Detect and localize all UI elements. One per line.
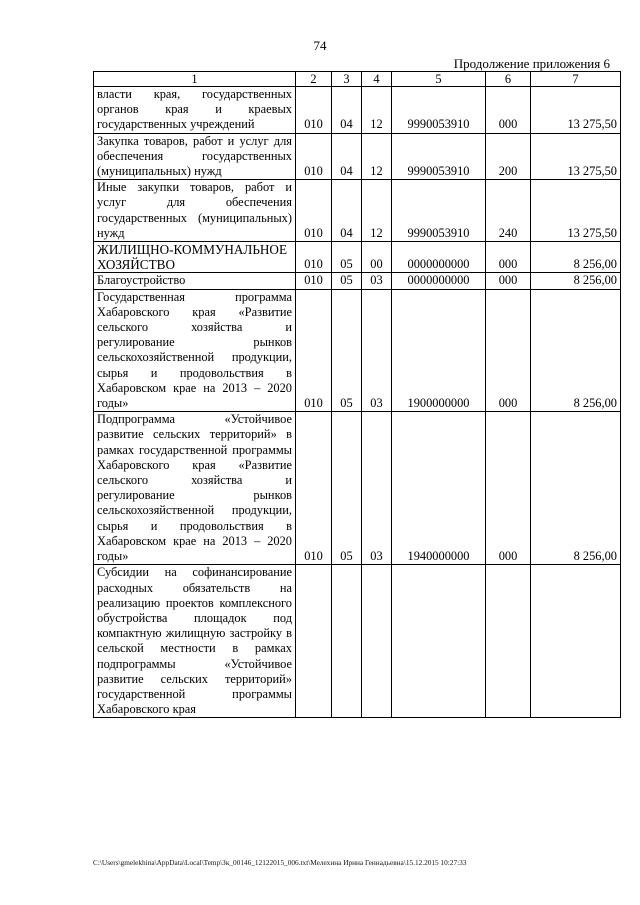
budget-table xyxy=(93,71,621,718)
cell-c3: 05 xyxy=(332,289,362,412)
cell-c3: 04 xyxy=(332,133,362,180)
table-row xyxy=(94,565,621,718)
cell-c4: 12 xyxy=(362,133,392,180)
col-header: 5 xyxy=(392,72,486,87)
cell-c4: 03 xyxy=(362,273,392,289)
cell-c3: 04 xyxy=(332,180,362,242)
cell-c7: 13 275,50 xyxy=(531,133,621,180)
row-name: Подпрограмма «Устойчивое развитие сельских территорий» в рамках государственной программы Хабаровского края «Развитие сельского хозяйства и регулирование рынков сельскохозяйственной продукции, сырья и продовольствия в Хабаровском крае на 2013 – 2020 годы» xyxy=(94,412,296,565)
table-row xyxy=(94,289,621,412)
cell-c7: 13 275,50 xyxy=(531,87,621,134)
cell-c5: 1900000000 xyxy=(392,289,486,412)
cell-c2 xyxy=(296,565,332,718)
cell-c2: 010 xyxy=(296,133,332,180)
cell-c7: 8 256,00 xyxy=(531,289,621,412)
cell-c7: 8 256,00 xyxy=(531,412,621,565)
cell-c3: 05 xyxy=(332,273,362,289)
table-row xyxy=(94,273,621,289)
col-header: 4 xyxy=(362,72,392,87)
table-row xyxy=(94,133,621,180)
row-name: Государственная программа Хабаровского края «Развитие сельского хозяйства и регулирование рынков сельскохозяйственной продукции, сырья и продовольствия в Хабаровском крае на 2013 – 2020 годы» xyxy=(94,289,296,412)
cell-c6: 000 xyxy=(486,242,531,273)
row-name: Благоустройство xyxy=(94,273,296,289)
cell-c5: 1940000000 xyxy=(392,412,486,565)
cell-c4: 00 xyxy=(362,242,392,273)
col-header: 1 xyxy=(94,72,296,87)
cell-c5: 9990053910 xyxy=(392,180,486,242)
cell-c7 xyxy=(531,565,621,718)
cell-c4 xyxy=(362,565,392,718)
cell-c5: 9990053910 xyxy=(392,87,486,134)
cell-c7: 8 256,00 xyxy=(531,273,621,289)
row-name: Иные закупки товаров, работ и услуг для обеспечения государственных (муниципальных) нужд xyxy=(94,180,296,242)
cell-c4: 03 xyxy=(362,412,392,565)
cell-c2: 010 xyxy=(296,180,332,242)
table-row xyxy=(94,180,621,242)
col-header: 2 xyxy=(296,72,332,87)
col-header: 7 xyxy=(531,72,621,87)
table-row xyxy=(94,87,621,134)
cell-c3: 05 xyxy=(332,242,362,273)
page-number: 74 xyxy=(313,38,327,53)
cell-c4: 12 xyxy=(362,180,392,242)
row-name: власти края, государственных органов края и краевых государственных учреждений xyxy=(94,87,296,134)
cell-c6: 000 xyxy=(486,273,531,289)
table-row xyxy=(94,412,621,565)
cell-c6: 000 xyxy=(486,412,531,565)
cell-c6: 200 xyxy=(486,133,531,180)
cell-c3: 04 xyxy=(332,87,362,134)
header-row xyxy=(94,72,621,87)
row-name: Закупка товаров, работ и услуг для обеспечения государственных (муниципальных) нужд xyxy=(94,133,296,180)
cell-c2: 010 xyxy=(296,242,332,273)
cell-c5: 0000000000 xyxy=(392,273,486,289)
cell-c6: 000 xyxy=(486,87,531,134)
col-header: 6 xyxy=(486,72,531,87)
cell-c5: 0000000000 xyxy=(392,242,486,273)
cell-c2: 010 xyxy=(296,273,332,289)
cell-c2: 010 xyxy=(296,289,332,412)
continuation-label: Продолжение приложения 6 xyxy=(453,56,610,71)
cell-c3 xyxy=(332,565,362,718)
cell-c5: 9990053910 xyxy=(392,133,486,180)
cell-c3: 05 xyxy=(332,412,362,565)
row-name: ЖИЛИЩНО-КОММУНАЛЬНОЕ ХОЗЯЙСТВО xyxy=(94,242,296,273)
cell-c6: 000 xyxy=(486,289,531,412)
cell-c5 xyxy=(392,565,486,718)
file-path-footer: C:\Users\gmelekhina\AppData\Local\Temp\Зк_00146_12122015_006.txt\Мелехина Ирина Геннадьевна\15.12.2015 10:27:33 xyxy=(93,858,467,867)
row-name: Субсидии на софинансирование расходных обязательств на реализацию проектов комплексного обустройства площадок под компактную жилищную застройку в сельской местности в рамках подпрограммы «Устойчивое развитие сельских территорий» государственной программы Хабаровского края xyxy=(94,565,296,718)
cell-c4: 12 xyxy=(362,87,392,134)
col-header: 3 xyxy=(332,72,362,87)
cell-c6 xyxy=(486,565,531,718)
cell-c7: 13 275,50 xyxy=(531,180,621,242)
cell-c4: 03 xyxy=(362,289,392,412)
cell-c2: 010 xyxy=(296,412,332,565)
cell-c6: 240 xyxy=(486,180,531,242)
cell-c7: 8 256,00 xyxy=(531,242,621,273)
cell-c2: 010 xyxy=(296,87,332,134)
table-row xyxy=(94,242,621,273)
